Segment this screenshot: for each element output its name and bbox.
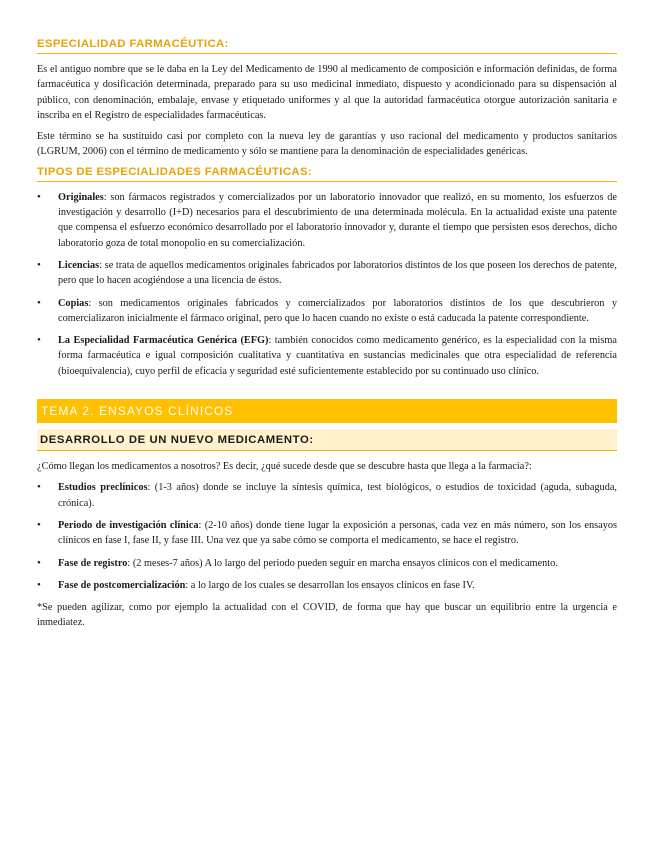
document-page (37, 38, 617, 637)
list-item-text: : (2-10 años) donde tiene lugar la exposición a personas, cada vez en más número, son los ensayos clínicos en fase I, fase II, y fase III. Una vez que ya sabe cómo se comporta el medicamento, se hace el registro. (58, 519, 617, 547)
tipos-heading: TIPOS DE ESPECIALIDADES FARMACÉUTICAS: (37, 166, 617, 182)
tema-title-bar: TEMA 2. ENSAYOS CLÍNICOS (37, 399, 617, 423)
desarrollo-note: *Se pueden agilizar, como por ejemplo la actualidad con el COVID, de forma que hay que buscar un equilibrio entre la urgencia e inmediatez. (37, 602, 617, 629)
list-item-text: : (2 meses-7 años) A lo largo del periodo pueden seguir en marcha ensayos clínicos con el medicamento. (127, 557, 558, 569)
list-item (37, 296, 617, 327)
especialidad-paragraph-2: Este término se ha sustituido casi por completo con la nueva ley de garantías y uso racional del medicamento y productos sanitarios (LGRUM, 2006) con el término de medicamento y sólo se mantiene para la denominación de especialidades genéricas. (37, 131, 617, 158)
list-item-term: Licencias (58, 259, 100, 271)
list-item-term: Estudios preclínicos (58, 482, 148, 494)
list-item-term: Fase de postcomercialización (58, 579, 186, 591)
list-item-text: : también conocidos como medicamento genérico, es la especialidad con la misma forma farmacéutica e igual composición cualitativa y cuantitativa en sustancias medicinales que otra especialidad de referencia (bioequivalencia), cuyo perfil de eficacia y seguridad esté suficientemente establecido por su continuado uso clínico. (58, 335, 618, 377)
list-item-text: : a lo largo de los cuales se desarrollan los ensayos clínicos en fase IV. (185, 579, 475, 591)
list-item-term: Periodo de investigación clínica (58, 519, 199, 531)
list-item-text: : (1-3 años) donde se incluye la síntesis química, test biológicos, o estudios de toxicidad (aguda, subaguda, crónica). (58, 482, 617, 509)
especialidad-paragraph-1: Es el antiguo nombre que se le daba en la Ley del Medicamento de 1990 al medicamento de composición e información definidas, de forma farmacéutica y dosificación determinada, preparado para su uso medicinal inmediato, dispuesto y acondicionado para su dispensación al público, con denominación, embalaje, envase y etiquetado uniformes y al que la autoridad farmacéutica otorgue autorización sanitaria e inscriba en el Registro de especialidades farmacéuticas. (37, 64, 617, 121)
desarrollo-intro: ¿Cómo llegan los medicamentos a nosotros? Es decir, ¿qué sucede desde que se descubre hasta que llega a la farmacia?: (37, 461, 532, 473)
list-item (37, 556, 617, 571)
list-item-text: : son medicamentos originales fabricados y comercializados por laboratorios distintos de los que descubrieron y comercializaron inicialmente el fármaco original, pero que lo hacen cuando no existe o está caducada la patente correspondiente. (58, 297, 617, 324)
list-item (37, 480, 617, 511)
list-item (37, 518, 617, 549)
list-item-term: Copias (58, 297, 89, 309)
desarrollo-heading: DESARROLLO DE UN NUEVO MEDICAMENTO: (37, 429, 617, 451)
list-item (37, 190, 617, 251)
especialidad-heading: ESPECIALIDAD FARMACÉUTICA: (37, 38, 617, 54)
list-item-text: : son fármacos registrados y comercializados por un laboratorio innovador que realizó, en su momento, los esfuerzos de investigación y desarrollo (I+D) necesarios para el descubrimiento de una determinada molécula. En la actualidad existe una patente que compensa el esfuerzo económico desarrollado por el laboratorio innovador y, durante el tiempo que persisten esos derechos, dicho laboratorio goza de total monopolio en su comercialización. (58, 191, 617, 249)
list-item-term: Originales (58, 191, 104, 203)
list-item (37, 578, 617, 593)
tipos-list (37, 190, 617, 379)
desarrollo-list (37, 480, 617, 593)
list-item (37, 258, 617, 289)
list-item-term: La Especialidad Farmacéutica Genérica (EFG) (58, 335, 269, 347)
list-item (37, 333, 617, 379)
list-item-term: Fase de registro (58, 557, 128, 569)
list-item-text: : se trata de aquellos medicamentos originales fabricados por laboratorios distintos de los que poseen los derechos de patente, pero que lo hacen acogiéndose a una licencia de éstos. (58, 259, 617, 287)
